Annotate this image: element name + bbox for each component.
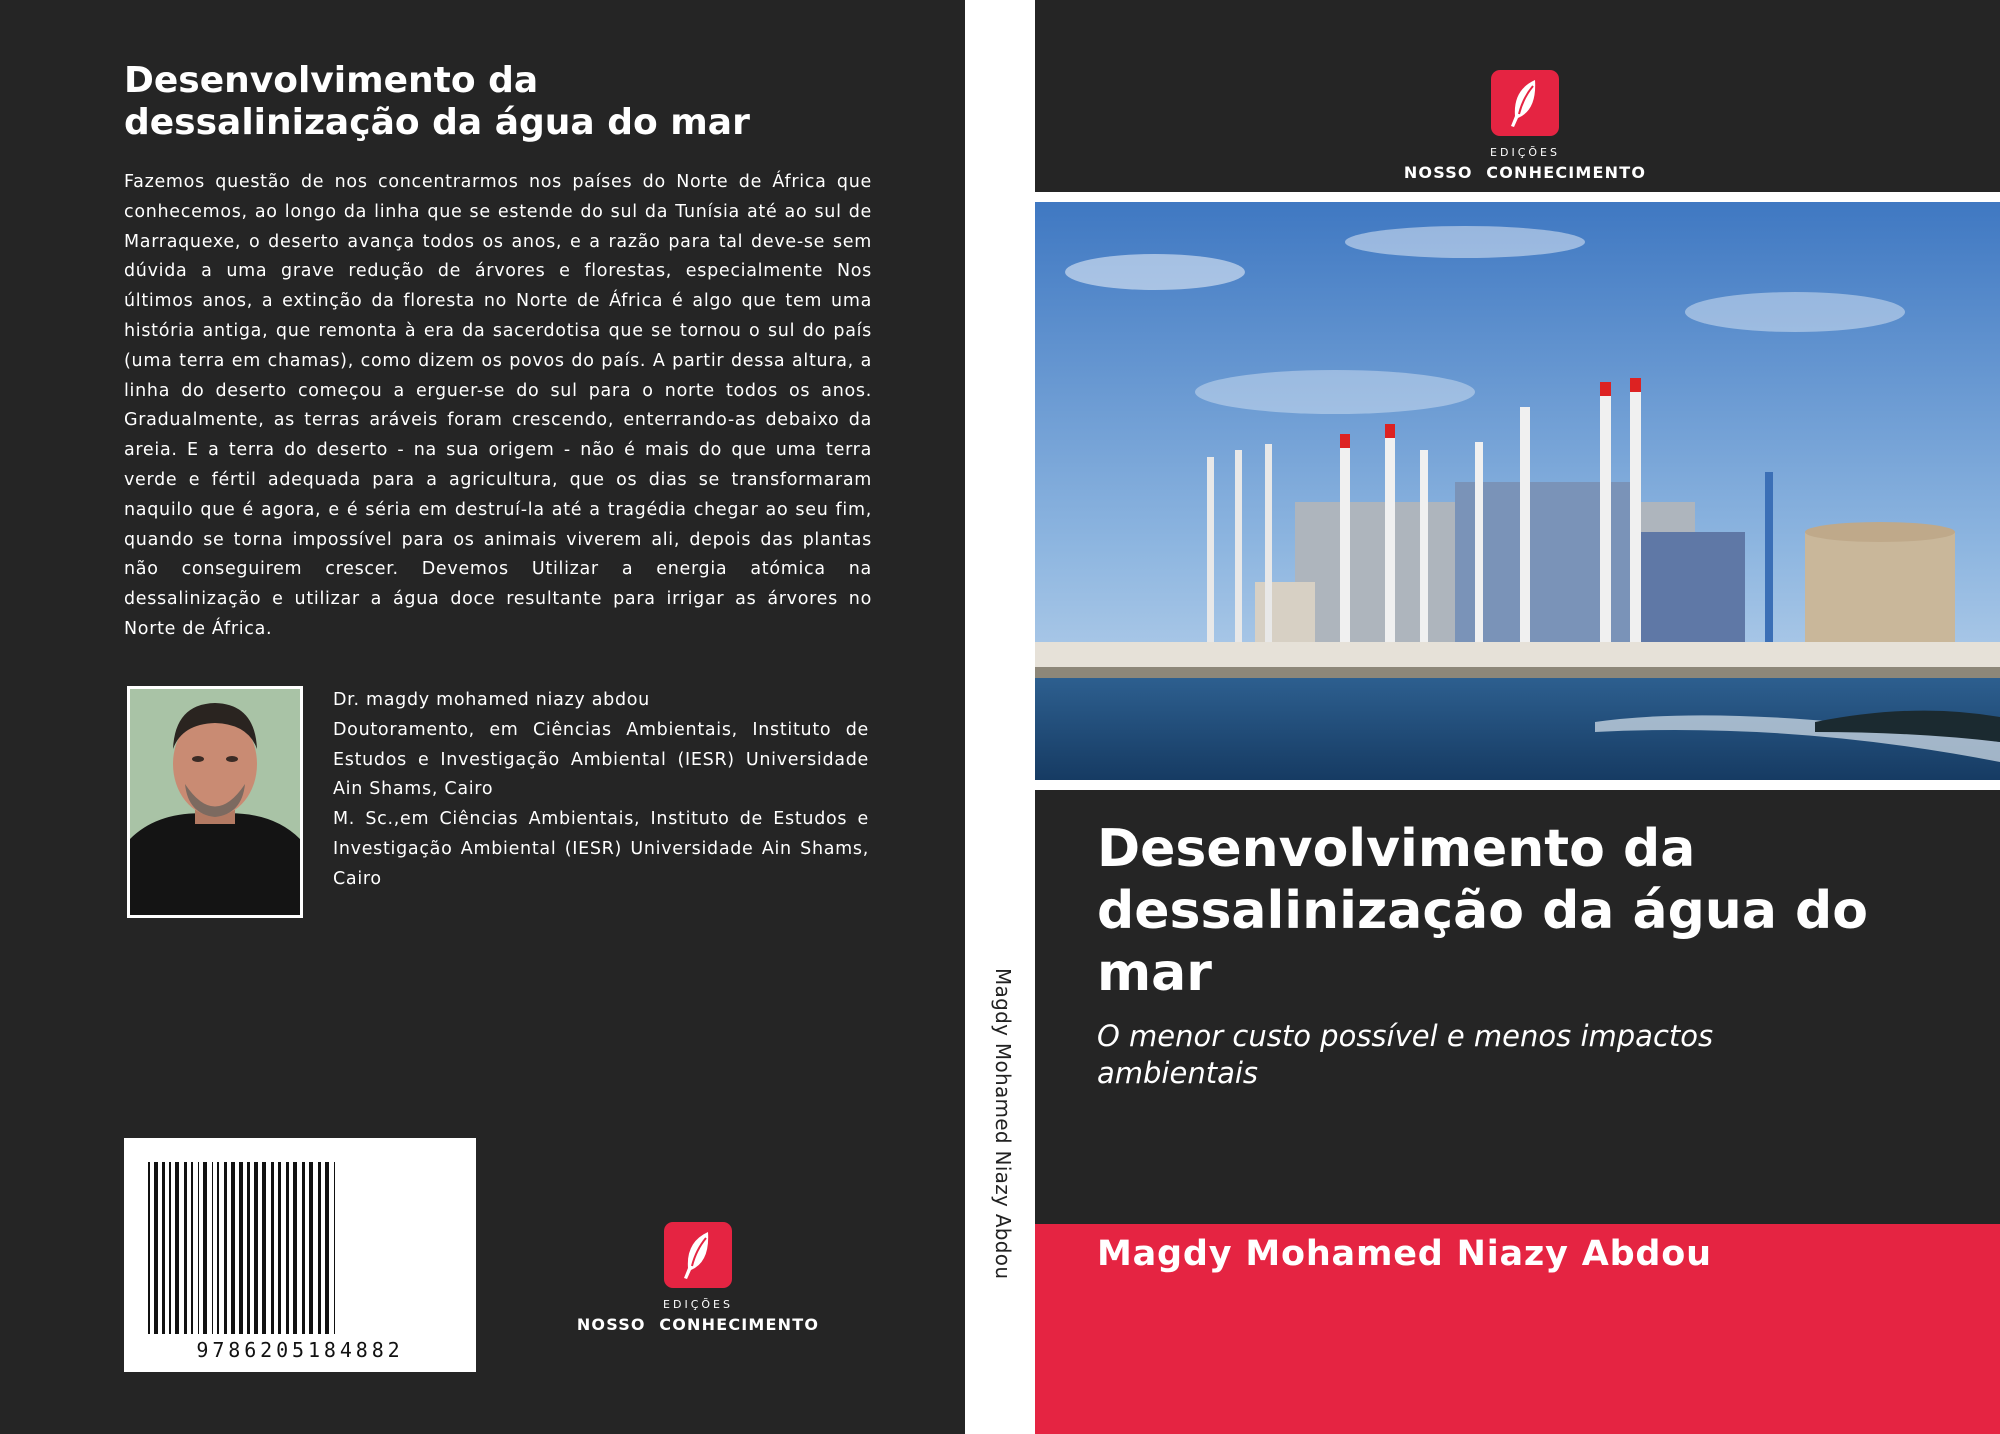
barcode-bar [271,1162,274,1334]
author-bio-name: Dr. magdy mohamed niazy abdou [333,690,650,710]
publisher-name: NOSSO CONHECIMENTO [576,1315,820,1334]
back-cover-blurb: Fazemos questão de nos concentrarmos nos países do Norte de África que conhecemos, ao longo da linha que se estende do sul da Tunísia até ao sul de Marraquexe, o deserto avança todos os anos, e a razão para tal deve-se sem dúvida a uma grave redução de árvores e florestas, especialmente Nos últimos anos, a extinção da floresta no Norte de África é algo que tem uma história antiga, que remonta à era da sacerdotisa que se tornou o sul do país (uma terra em chamas), como dizem os povos do país. A partir dessa altura, a linha do deserto começou a erguer-se do sul para o norte todos os anos. Gradualmente, as terras aráveis foram crescendo, enterrando-as debaixo da areia. E a terra do deserto - na sua origem - não é mais do que uma terra verde e fértil adequada para a agricultura, que os dias se transformaram naquilo que é agora, e é séria em destruí-la até a tragédia chegar ao seu fim, quando se torna impossível para os animais viverem ali, depois das plantas não conseguirem crescer. Devemos Utilizar a energia atómica na dessalinização e utilizar a água doce resultante para irrigar as árvores no Norte de África. [124,172,872,639]
publisher-name: NOSSO CONHECIMENTO [1403,163,1647,182]
publisher-logo-front [1375,70,1675,182]
barcode-bar [318,1162,321,1334]
back-cover-title: Desenvolvimento da dessalinização da água do mar [124,60,750,143]
barcode-bar [191,1162,193,1334]
spine-author: Magdy Mohamed Niazy Abdou [991,968,1015,1280]
barcode-bar [217,1162,219,1334]
barcode-bar [148,1162,150,1334]
barcode-bar [239,1162,243,1334]
author-bio [333,686,869,895]
front-title-block [1035,790,2000,1224]
author-photo [127,686,303,918]
barcode-bar [162,1162,165,1334]
front-author-band [1035,1224,2000,1434]
author-bio-msc: M. Sc.,em Ciências Ambientais, Instituto de Estudos e Investigação Ambiental (IESR) Universidade Ain Shams, Cairo [333,809,869,889]
barcode-bar [278,1162,281,1334]
publisher-sup-label: EDIÇÕES [1490,146,1560,159]
front-header [1035,0,2000,192]
barcode-bar [154,1162,158,1334]
barcode-bar [262,1162,266,1334]
barcode-bar [293,1162,297,1334]
front-cover-author: Magdy Mohamed Niazy Abdou [1097,1234,1712,1274]
barcode-bars [144,1162,456,1342]
author-bio-doctorate: Doutoramento, em Ciências Ambientais, Instituto de Estudos e Investigação Ambiental (IESR) Universidade Ain Shams, Cairo [333,719,869,800]
spine [965,0,1035,1434]
barcode-bar [302,1162,305,1334]
barcode-bar [254,1162,258,1334]
barcode-bar [198,1162,199,1334]
quill-icon [1491,70,1559,136]
quill-icon [664,1222,732,1288]
publisher-sup-label: EDIÇÕES [663,1298,733,1311]
barcode-bar [224,1162,227,1334]
barcode-bar [184,1162,187,1334]
barcode-bar [325,1162,329,1334]
barcode-bar [286,1162,289,1334]
barcode-bar [334,1162,335,1334]
barcode-bar [212,1162,213,1334]
barcode-bar [309,1162,313,1334]
barcode-bar [247,1162,250,1334]
barcode-bar [175,1162,179,1334]
barcode-bar [231,1162,235,1334]
front-cover-subtitle: O menor custo possível e menos impactos ambientais [1097,1019,1714,1090]
front-cover [1035,0,2000,1434]
barcode-bar [169,1162,171,1334]
isbn-barcode [124,1138,476,1372]
barcode-bar [203,1162,207,1334]
back-cover [0,0,965,1434]
cover-photo-desalination-plant [1035,202,2000,780]
front-cover-title: Desenvolvimento da dessalinização da água do mar [1097,819,1868,1003]
publisher-logo-back [568,1222,828,1334]
barcode-number: 9786205184882 [196,1338,404,1362]
